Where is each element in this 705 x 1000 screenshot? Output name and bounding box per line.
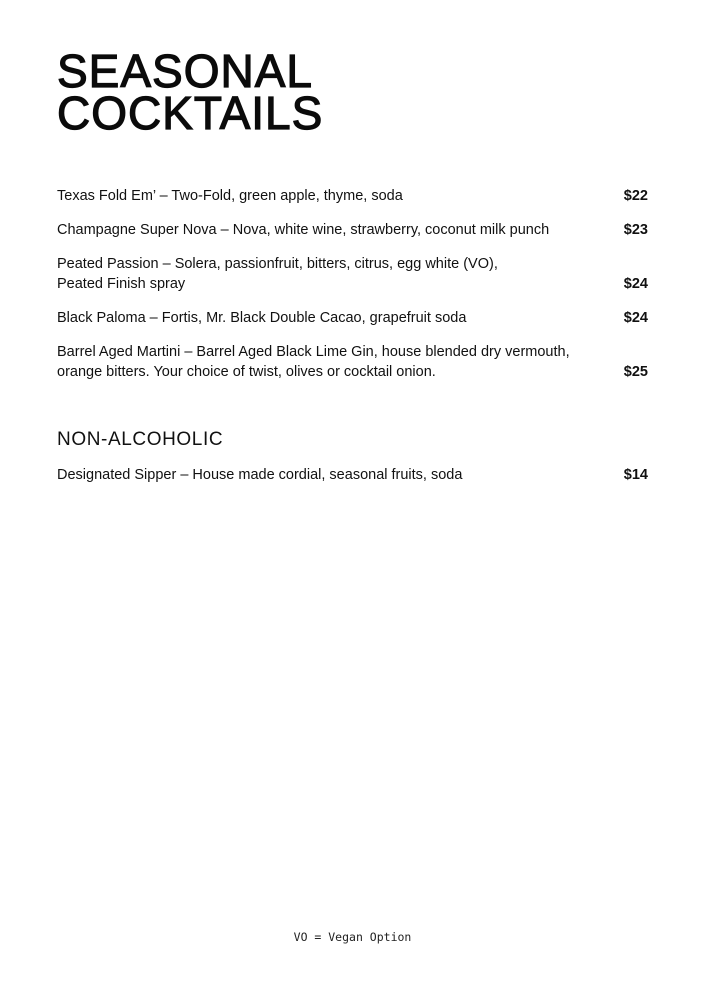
menu-item-designated-sipper bbox=[57, 465, 648, 485]
menu-item-black-paloma bbox=[57, 308, 648, 328]
title-line-1: SEASONAL bbox=[57, 45, 313, 97]
page-title bbox=[57, 45, 324, 139]
non-alcoholic-list bbox=[57, 465, 648, 499]
title-line-2: COCKTAILS bbox=[57, 87, 324, 139]
item-description: Texas Fold Em’ – Two-Fold, green apple, thyme, soda bbox=[57, 188, 403, 204]
cocktail-list bbox=[57, 186, 648, 396]
item-description: Barrel Aged Martini – Barrel Aged Black Lime Gin, house blended dry vermouth, orange bitters. Your choice of twist, olives or cocktail onion. bbox=[57, 344, 570, 380]
item-price: $22 bbox=[623, 188, 648, 204]
item-description: Champagne Super Nova – Nova, white wine, strawberry, coconut milk punch bbox=[57, 222, 550, 238]
menu-item-peated-passion bbox=[57, 254, 648, 294]
item-price: $23 bbox=[623, 222, 648, 238]
item-price: $24 bbox=[623, 276, 648, 292]
item-description: Black Paloma – Fortis, Mr. Black Double Cacao, grapefruit soda bbox=[57, 310, 467, 326]
vegan-option-footnote: VO = Vegan Option bbox=[293, 930, 412, 944]
menu-item-barrel-aged-martini bbox=[57, 342, 648, 382]
menu-item-texas-fold-em bbox=[57, 186, 648, 206]
item-price: $14 bbox=[623, 467, 648, 483]
item-price: $24 bbox=[623, 310, 648, 326]
item-description: Peated Passion – Solera, passionfruit, bitters, citrus, egg white (VO), Peated Finish spray bbox=[57, 256, 498, 292]
item-price: $25 bbox=[623, 364, 648, 380]
item-description: Designated Sipper – House made cordial, seasonal fruits, soda bbox=[57, 467, 463, 483]
section-heading-non-alcoholic: NON-ALCOHOLIC bbox=[57, 429, 224, 450]
menu-item-champagne-super-nova bbox=[57, 220, 648, 240]
